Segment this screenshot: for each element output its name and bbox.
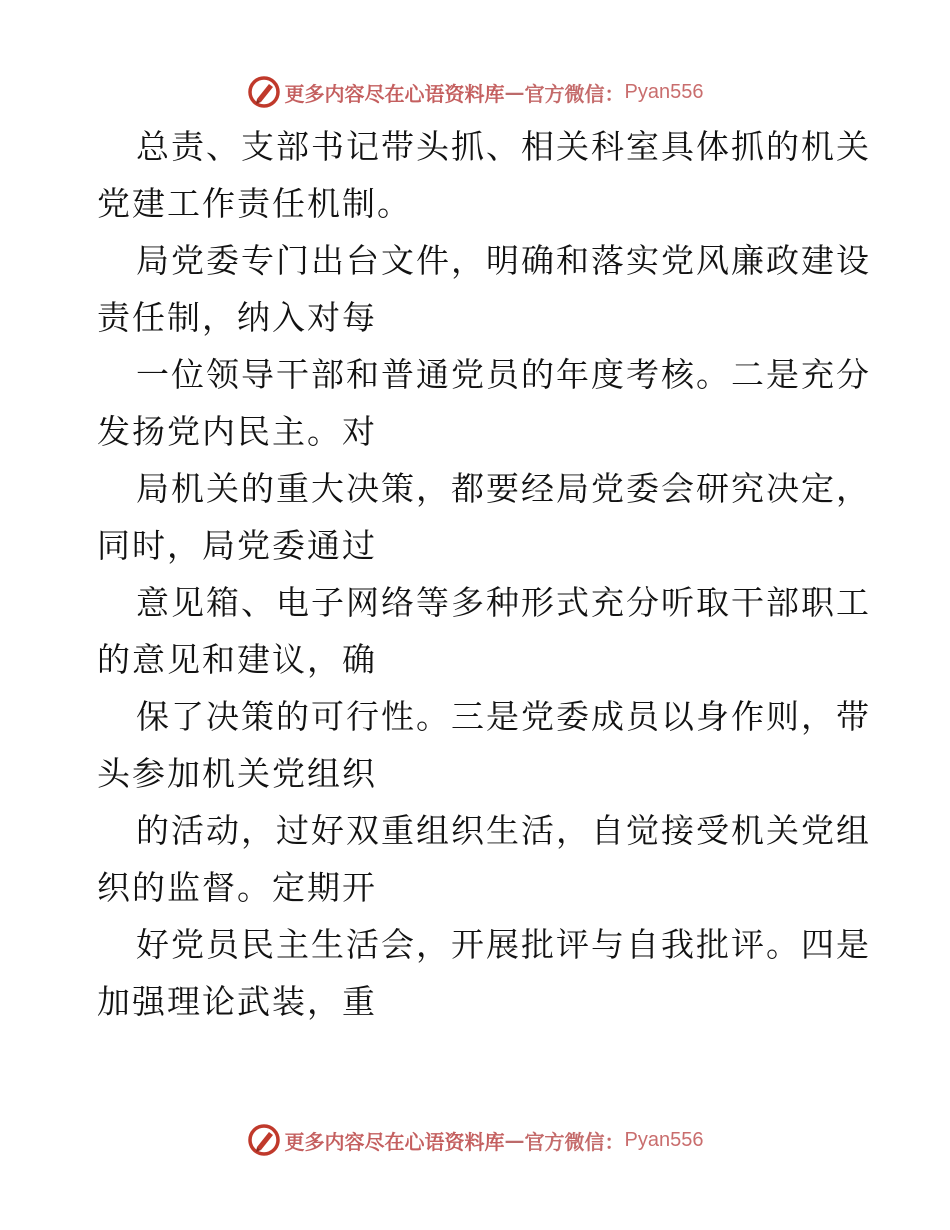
header-separator: —: [504, 80, 525, 104]
text-line: 局机关的重大决策，都要经局党委会研究决定，: [136, 469, 871, 508]
header-text: 更多内容尽在心语资料库: [284, 81, 505, 106]
text-line: 同时，局党委通过: [97, 526, 377, 565]
text-line: 的活动，过好双重组织生活，自觉接受机关党组: [136, 811, 871, 850]
pen-logo-icon: [247, 1123, 281, 1157]
text-line: 头参加机关党组织: [97, 754, 377, 793]
text-line: 意见箱、电子网络等多种形式充分听取干部职工: [136, 583, 871, 622]
text-line: 局党委专门出台文件，明确和落实党风廉政建设: [136, 241, 871, 280]
text-line: 的意见和建议，确: [97, 640, 377, 679]
text-line: 织的监督。定期开: [97, 868, 377, 907]
footer-separator: —: [504, 1128, 525, 1152]
text-line: 党建工作责任机制。: [97, 184, 412, 223]
text-line: 一位领导干部和普通党员的年度考核。二是充分: [136, 355, 871, 394]
footer-wechat-label: 官方微信：: [524, 1129, 625, 1154]
text-line: 总责、支部书记带头抓、相关科室具体抓的机关: [136, 127, 871, 166]
header-wechat-label: 官方微信：: [524, 81, 625, 106]
header-wechat-id: Pyan556: [624, 80, 704, 103]
header-banner: [0, 72, 950, 112]
footer-wechat-id: Pyan556: [624, 1128, 704, 1151]
document-body: [97, 118, 871, 1030]
footer-banner: [0, 1120, 950, 1160]
pen-logo-icon: [247, 75, 281, 109]
text-line: 责任制，纳入对每: [97, 298, 377, 337]
text-line: 保了决策的可行性。三是党委成员以身作则，带: [136, 697, 871, 736]
text-line: 加强理论武装，重: [97, 982, 377, 1021]
text-line: 发扬党内民主。对: [97, 412, 377, 451]
footer-text: 更多内容尽在心语资料库: [284, 1129, 505, 1154]
text-line: 好党员民主生活会，开展批评与自我批评。四是: [136, 925, 871, 964]
